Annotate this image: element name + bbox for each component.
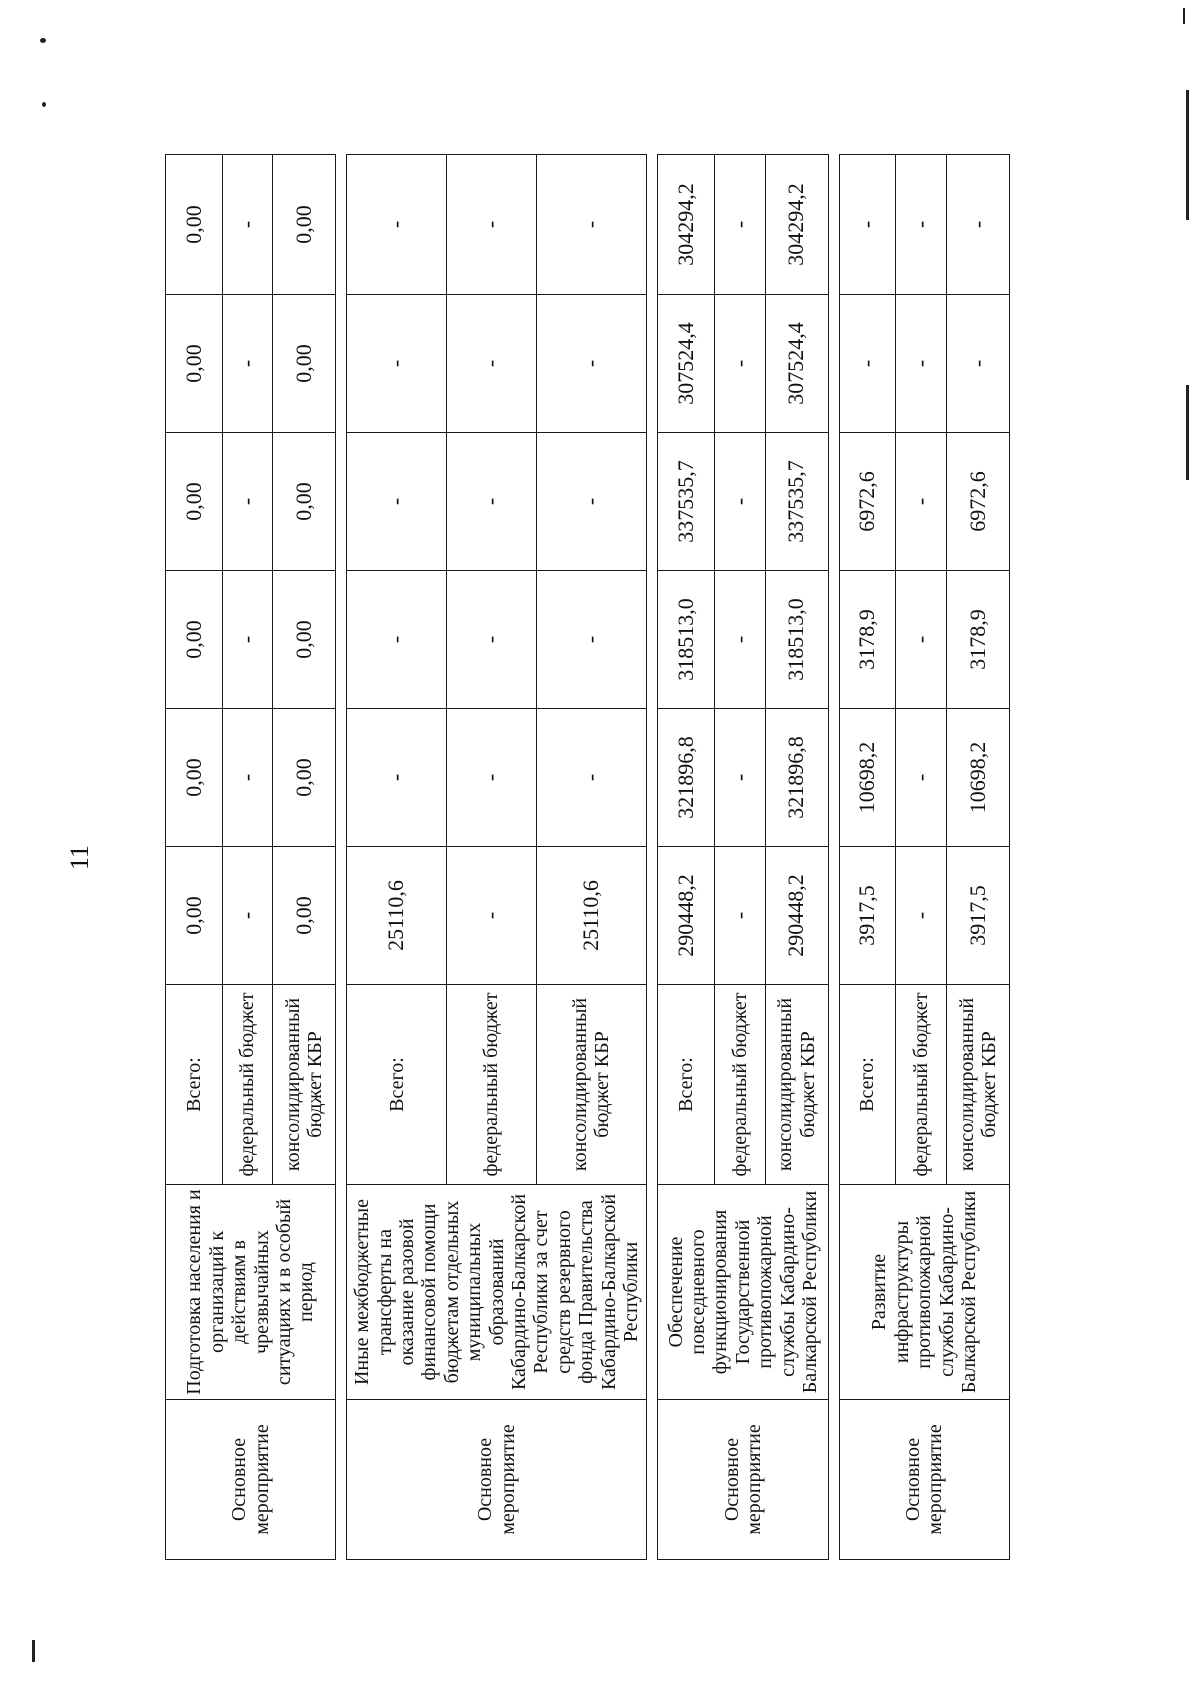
amount-cell: -: [896, 709, 947, 847]
amount-cell: -: [222, 295, 273, 433]
amount-cell: 3917,5: [839, 847, 896, 985]
budget-table-body: [166, 155, 1010, 1560]
amount-cell: 307524,4: [765, 295, 828, 433]
amount-cell: 318513,0: [765, 571, 828, 709]
amount-cell: -: [222, 709, 273, 847]
budget-table: [165, 154, 1010, 1560]
amount-cell: 0,00: [273, 295, 336, 433]
amount-cell: -: [347, 433, 447, 571]
funding-source-cell: консолидированный бюджет КБР: [273, 985, 336, 1185]
amount-cell: -: [715, 433, 766, 571]
amount-cell: 10698,2: [947, 709, 1010, 847]
amount-cell: -: [536, 295, 647, 433]
amount-cell: 0,00: [273, 155, 336, 295]
amount-cell: 0,00: [273, 709, 336, 847]
amount-cell: -: [947, 155, 1010, 295]
funding-source-cell: Всего:: [658, 985, 715, 1185]
amount-cell: 0,00: [166, 709, 223, 847]
amount-cell: 0,00: [273, 433, 336, 571]
amount-cell: -: [447, 433, 536, 571]
amount-cell: -: [447, 709, 536, 847]
group-separator-cell: [828, 155, 839, 1560]
activity-name-cell: Подготовка населения и организаций к действиям в чрезвычайных ситуациях и в особый период: [166, 1185, 336, 1400]
amount-cell: 304294,2: [658, 155, 715, 295]
amount-cell: -: [715, 295, 766, 433]
amount-cell: 290448,2: [765, 847, 828, 985]
group-separator: [647, 155, 658, 1560]
amount-cell: 337535,7: [658, 433, 715, 571]
amount-cell: -: [896, 847, 947, 985]
amount-cell: 0,00: [273, 571, 336, 709]
table-row: [347, 155, 447, 1560]
amount-cell: -: [715, 847, 766, 985]
page-number: 11: [65, 844, 94, 870]
amount-cell: 25110,6: [347, 847, 447, 985]
amount-cell: 3178,9: [839, 571, 896, 709]
activity-kind-cell: Основное мероприятие: [839, 1400, 1009, 1560]
amount-cell: 290448,2: [658, 847, 715, 985]
table-row: [166, 155, 223, 1560]
amount-cell: -: [839, 155, 896, 295]
amount-cell: -: [536, 709, 647, 847]
amount-cell: -: [347, 571, 447, 709]
activity-name-cell: Иные межбюджетные трансферты на оказание разовой финансовой помощи бюджетам отдельных муниципальных образований Кабардино-Балкарской Республики за счет средств резервного фонда Правительства Кабардино-Балкарской Республики: [347, 1185, 647, 1400]
amount-cell: 6972,6: [947, 433, 1010, 571]
amount-cell: -: [222, 847, 273, 985]
amount-cell: 0,00: [166, 571, 223, 709]
amount-cell: -: [222, 433, 273, 571]
amount-cell: 0,00: [166, 847, 223, 985]
amount-cell: 3917,5: [947, 847, 1010, 985]
amount-cell: 0,00: [166, 433, 223, 571]
amount-cell: -: [447, 295, 536, 433]
amount-cell: -: [896, 433, 947, 571]
amount-cell: 307524,4: [658, 295, 715, 433]
amount-cell: -: [447, 571, 536, 709]
amount-cell: -: [536, 155, 647, 295]
funding-source-cell: федеральный бюджет: [896, 985, 947, 1185]
funding-source-cell: консолидированный бюджет КБР: [765, 985, 828, 1185]
amount-cell: -: [347, 295, 447, 433]
amount-cell: 25110,6: [536, 847, 647, 985]
amount-cell: -: [715, 155, 766, 295]
amount-cell: -: [536, 571, 647, 709]
activity-kind-cell: Основное мероприятие: [347, 1400, 647, 1560]
amount-cell: -: [347, 155, 447, 295]
group-separator-cell: [336, 155, 347, 1560]
amount-cell: -: [536, 433, 647, 571]
activity-kind-cell: Основное мероприятие: [658, 1400, 828, 1560]
amount-cell: 6972,6: [839, 433, 896, 571]
funding-source-cell: федеральный бюджет: [447, 985, 536, 1185]
table-row: [839, 155, 896, 1560]
scan-edge-mark: [32, 1640, 35, 1662]
amount-cell: -: [896, 295, 947, 433]
activity-kind-cell: Основное мероприятие: [166, 1400, 336, 1560]
amount-cell: -: [896, 571, 947, 709]
amount-cell: 10698,2: [839, 709, 896, 847]
activity-name-cell: Обеспечение повседневного функционирования Государственной противопожарной службы Кабардино-Балкарской Республики: [658, 1185, 828, 1400]
funding-source-cell: Всего:: [166, 985, 223, 1185]
activity-name-cell: Развитие инфраструктуры противопожарной службы Кабардино-Балкарской Республики: [839, 1185, 1009, 1400]
table-row: [658, 155, 715, 1560]
amount-cell: -: [347, 709, 447, 847]
scan-edge-mark: [1183, 8, 1185, 24]
funding-source-cell: консолидированный бюджет КБР: [947, 985, 1010, 1185]
amount-cell: 3178,9: [947, 571, 1010, 709]
amount-cell: -: [947, 295, 1010, 433]
amount-cell: -: [222, 155, 273, 295]
amount-cell: -: [839, 295, 896, 433]
amount-cell: 321896,8: [765, 709, 828, 847]
amount-cell: 304294,2: [765, 155, 828, 295]
scan-speck: [42, 102, 46, 107]
amount-cell: -: [715, 709, 766, 847]
scan-edge-mark: [1186, 90, 1189, 220]
amount-cell: 318513,0: [658, 571, 715, 709]
funding-source-cell: Всего:: [347, 985, 447, 1185]
amount-cell: -: [715, 571, 766, 709]
scan-edge-mark: [1186, 385, 1189, 480]
group-separator: [828, 155, 839, 1560]
funding-source-cell: федеральный бюджет: [715, 985, 766, 1185]
amount-cell: 0,00: [166, 155, 223, 295]
amount-cell: -: [896, 155, 947, 295]
amount-cell: 321896,8: [658, 709, 715, 847]
rotated-table-container: [165, 155, 1010, 1560]
amount-cell: 0,00: [166, 295, 223, 433]
amount-cell: -: [447, 847, 536, 985]
amount-cell: -: [447, 155, 536, 295]
amount-cell: 337535,7: [765, 433, 828, 571]
amount-cell: 0,00: [273, 847, 336, 985]
group-separator: [336, 155, 347, 1560]
funding-source-cell: федеральный бюджет: [222, 985, 273, 1185]
amount-cell: -: [222, 571, 273, 709]
funding-source-cell: консолидированный бюджет КБР: [536, 985, 647, 1185]
funding-source-cell: Всего:: [839, 985, 896, 1185]
scan-speck: [40, 38, 46, 43]
group-separator-cell: [647, 155, 658, 1560]
